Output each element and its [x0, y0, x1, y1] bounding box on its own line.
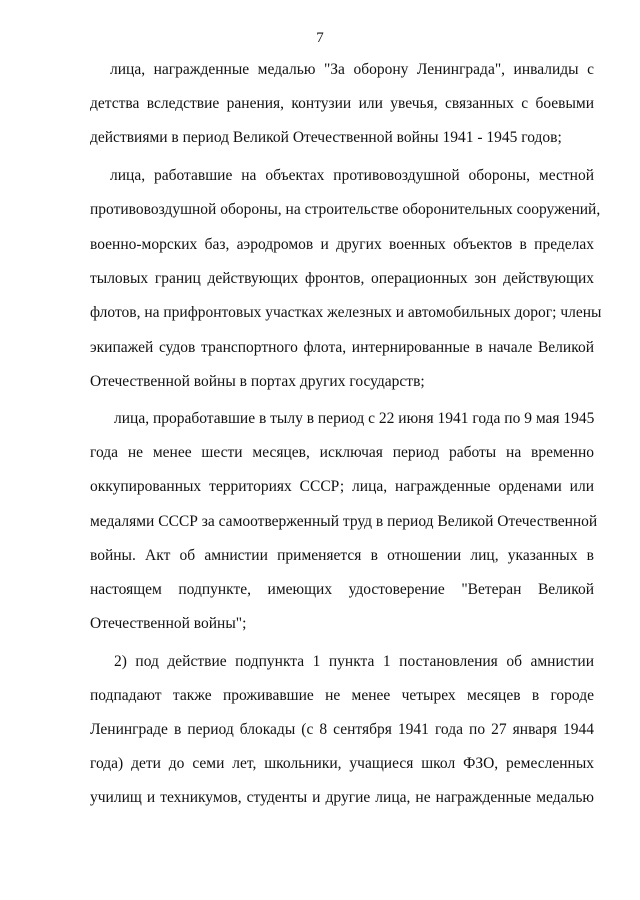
text-line: флотов, на прифронтовых участках железных и автомобильных дорог; члены: [90, 304, 602, 321]
page-number: 7: [316, 30, 324, 46]
text-line: лица, проработавшие в тылу в период с 22 июня 1941 года по 9 мая 1945: [114, 410, 595, 427]
text-line: тыловых границ действующих фронтов, операционных зон действующих: [90, 270, 594, 287]
text-line: года) дети до семи лет, школьники, учащиеся школ ФЗО, ремесленных: [90, 755, 594, 772]
text-line: настоящем подпункте, имеющих удостоверение "Ветеран Великой: [90, 581, 594, 598]
text-line: лица, награжденные медалью "За оборону Ленинграда", инвалиды с: [110, 61, 594, 78]
text-line: 2) под действие подпункта 1 пункта 1 постановления об амнистии: [114, 653, 594, 670]
text-line: противовоздушной обороны, на строительстве оборонительных сооружений,: [90, 201, 601, 218]
text-line: медалями СССР за самоотверженный труд в период Великой Отечественной: [90, 513, 598, 530]
text-line: детства вследствие ранения, контузии или увечья, связанных с боевыми: [90, 95, 594, 112]
text-line: Отечественной войны";: [90, 615, 247, 632]
text-line: Отечественной войны в портах других государств;: [90, 373, 425, 390]
text-line: Ленинграде в период блокады (с 8 сентября 1941 года по 27 января 1944: [90, 721, 594, 738]
text-line: действиями в период Великой Отечественной войны 1941 - 1945 годов;: [90, 129, 562, 146]
text-line: лица, работавшие на объектах противовоздушной обороны, местной: [110, 167, 594, 184]
text-line: училищ и техникумов, студенты и другие лица, не награжденные медалью: [90, 789, 594, 806]
text-line: экипажей судов транспортного флота, интернированные в начале Великой: [90, 339, 594, 356]
text-line: подпадают также проживавшие не менее четырех месяцев в городе: [90, 687, 594, 704]
text-line: года не менее шести месяцев, исключая период работы на временно: [90, 444, 594, 461]
text-line: войны. Акт об амнистии применяется в отношении лиц, указанных в: [90, 547, 594, 564]
text-line: оккупированных территориях СССР; лица, награжденные орденами или: [90, 478, 594, 495]
text-line: военно-морских баз, аэродромов и других военных объектов в пределах: [90, 236, 594, 253]
